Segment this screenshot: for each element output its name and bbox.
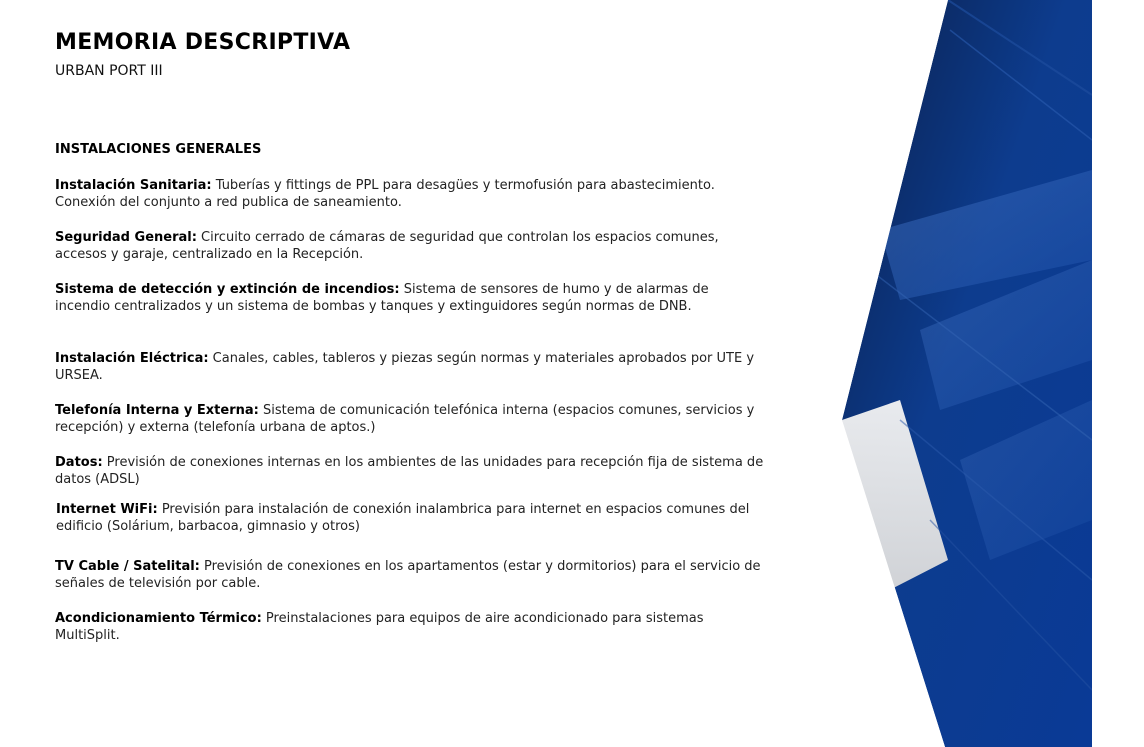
item-label: Acondicionamiento Térmico:	[55, 611, 262, 626]
item-text: Previsión para instalación de conexión inalambrica para internet en espacios comunes del edificio (Solárium, barbacoa, gimnasio y otros)	[56, 502, 750, 534]
item-tv-cable	[55, 558, 765, 592]
item-label: Telefonía Interna y Externa:	[55, 403, 259, 418]
item-text: Previsión de conexiones internas en los ambientes de las unidades para recepción fija de sistema de datos (ADSL)	[55, 455, 764, 487]
item-datos	[55, 454, 765, 488]
section-heading: INSTALACIONES GENERALES	[55, 142, 262, 157]
item-text: Sistema de sensores de humo y de alarmas de incendio centralizados y un sistema de bombas y tanques y extinguidores según normas de DNB.	[55, 282, 709, 314]
item-label: Instalación Sanitaria:	[55, 178, 212, 193]
item-label: Datos:	[55, 455, 103, 470]
item-deteccion-incendios	[55, 281, 765, 315]
item-instalacion-sanitaria	[55, 177, 765, 211]
item-label: TV Cable / Satelital:	[55, 559, 200, 574]
document-subtitle: URBAN PORT III	[55, 63, 163, 79]
document-title: MEMORIA DESCRIPTIVA	[55, 30, 351, 55]
item-acondicionamiento	[55, 610, 765, 644]
item-label: Internet WiFi:	[56, 502, 158, 517]
item-label: Seguridad General:	[55, 230, 197, 245]
item-text: Preinstalaciones para equipos de aire acondicionado para sistemas MultiSplit.	[55, 611, 704, 643]
item-telefonia	[55, 402, 765, 436]
item-label: Sistema de detección y extinción de incendios:	[55, 282, 400, 297]
item-seguridad-general	[55, 229, 765, 263]
item-label: Instalación Eléctrica:	[55, 351, 209, 366]
decorative-architecture-image	[830, 0, 1092, 747]
item-instalacion-electrica	[55, 350, 765, 384]
item-text: Canales, cables, tableros y piezas según normas y materiales aprobados por UTE y URSEA.	[55, 351, 755, 383]
item-text: Sistema de comunicación telefónica interna (espacios comunes, servicios y recepción) y externa (telefonía urbana de aptos.)	[55, 403, 755, 435]
page-right-margin	[1092, 0, 1144, 747]
item-text: Tuberías y fittings de PPL para desagües y termofusión para abastecimiento. Conexión del conjunto a red publica de saneamiento.	[55, 178, 715, 210]
item-text: Circuito cerrado de cámaras de seguridad que controlan los espacios comunes, accesos y garaje, centralizado en la Recepción.	[55, 230, 719, 262]
item-internet-wifi	[56, 501, 766, 535]
item-text: Previsión de conexiones en los apartamentos (estar y dormitorios) para el servicio de señales de televisión por cable.	[55, 559, 761, 591]
